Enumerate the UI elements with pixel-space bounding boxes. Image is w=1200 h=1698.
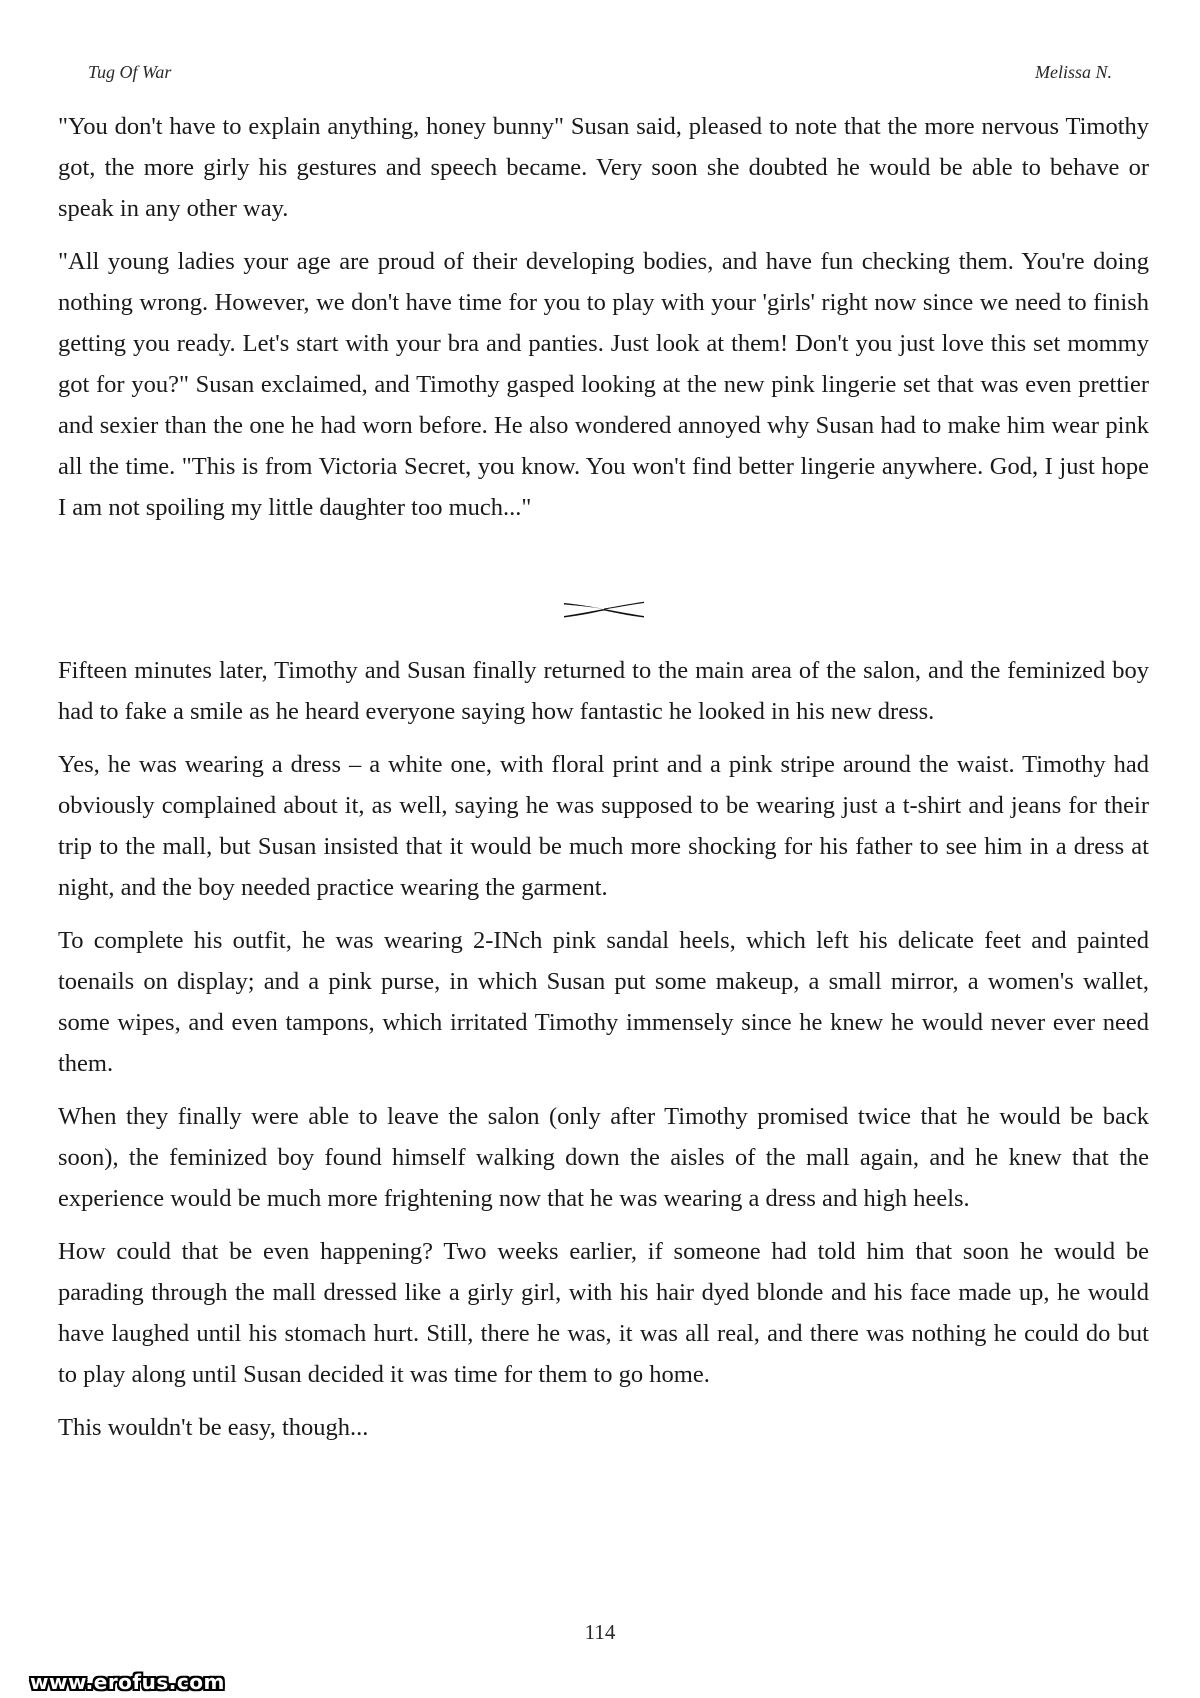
page-number: 114 bbox=[584, 1620, 616, 1644]
paragraph: This wouldn't be easy, though... bbox=[58, 1414, 369, 1441]
text-block-after-break bbox=[58, 650, 1149, 1460]
scene-break-ornament-icon bbox=[562, 598, 646, 620]
watermark: www.erofus.com bbox=[30, 1670, 225, 1694]
paragraph: Fifteen minutes later, Timothy and Susan finally returned to the main area of the salon, and the feminized boy had to fake a smile as he heard everyone saying how fantastic he looked in his new dress. bbox=[58, 657, 1149, 725]
paragraph: How could that be even happening? Two weeks earlier, if someone had told him that soon he would be parading through the mall dressed like a girly girl, with his hair dyed blonde and his face made up, he would have laughed until his stomach hurt. Still, there he was, it was all real, and there was nothing he could do but to play along until Susan decided it was time for them to go home. bbox=[58, 1238, 1149, 1388]
author-name: Melissa N. bbox=[1034, 62, 1112, 82]
paragraph: When they finally were able to leave the salon (only after Timothy promised twice that he would be back soon), the feminized boy found himself walking down the aisles of the mall again, and he knew that the experience would be much more frightening now that he was wearing a dress and high heels. bbox=[58, 1103, 1149, 1212]
text-block-before-break bbox=[58, 106, 1149, 540]
running-header bbox=[88, 62, 1112, 90]
paragraph: To complete his outfit, he was wearing 2-INch pink sandal heels, which left his delicate feet and painted toenails on display; and a pink purse, in which Susan put some makeup, a small mirror, a women's wallet, some wipes, and even tampons, which irritated Timothy immensely since he knew he would never ever need them. bbox=[58, 927, 1149, 1077]
paragraph: Yes, he was wearing a dress – a white one, with floral print and a pink stripe around the waist. Timothy had obviously complained about it, as well, saying he was supposed to be wearing just a t-shirt and jeans for their trip to the mall, but Susan insisted that it would be much more shocking for his father to see him in a dress at night, and the boy needed practice wearing the garment. bbox=[58, 751, 1149, 901]
paragraph: "You don't have to explain anything, honey bunny" Susan said, pleased to note that the more nervous Timothy got, the more girly his gestures and speech became. Very soon she doubted he would be able to behave or speak in any other way. bbox=[58, 113, 1149, 222]
paragraph: "All young ladies your age are proud of their developing bodies, and have fun checking them. You're doing nothing wrong. However, we don't have time for you to play with your 'girls' right now since we need to finish getting you ready. Let's start with your bra and panties. Just look at them! Don't you just love this set mommy got for you?" Susan exclaimed, and Timothy gasped looking at the new pink lingerie set that was even prettier and sexier than the one he had worn before. He also wondered annoyed why Susan had to make him wear pink all the time. "This is from Victoria Secret, you know. You won't find better lingerie anywhere. God, I just hope I am not spoiling my little daughter too much..." bbox=[58, 248, 1149, 521]
book-title: Tug Of War bbox=[88, 62, 172, 82]
